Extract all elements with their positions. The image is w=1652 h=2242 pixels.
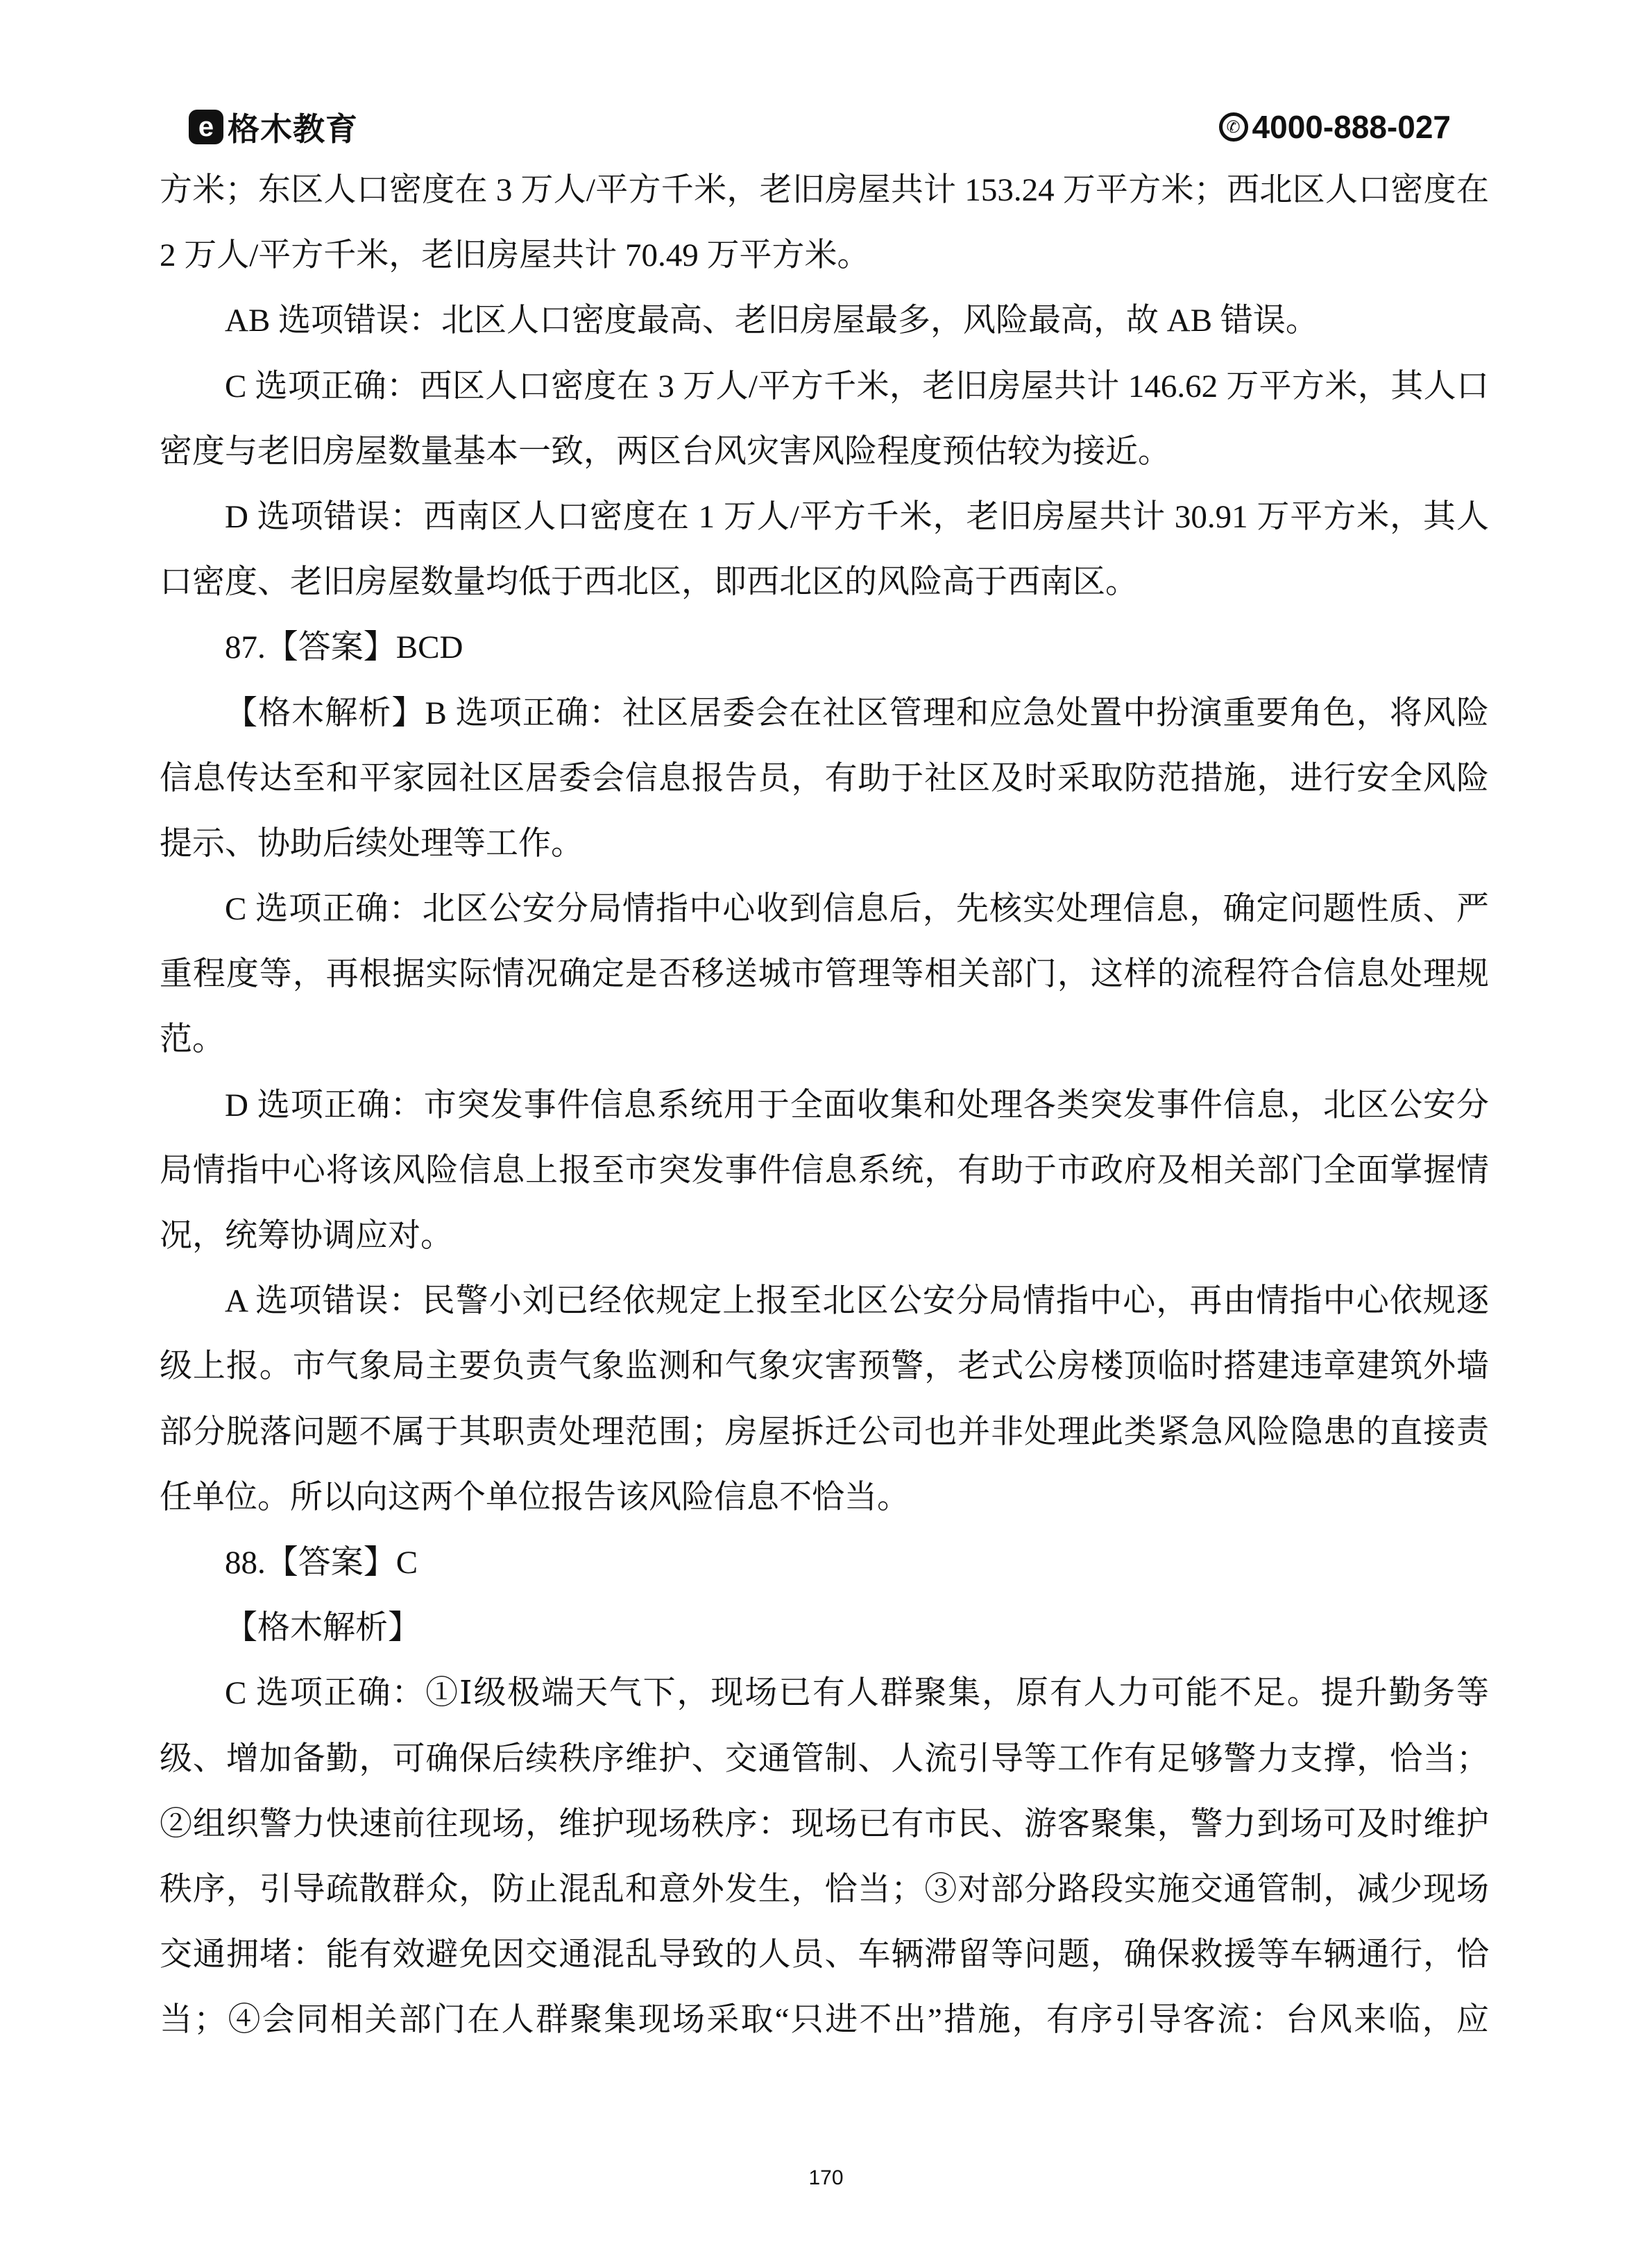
- text-line: 方米；东区人口密度在 3 万人/平方千米，老旧房屋共计 153.24 万平方米；西北区人口密度在: [160, 172, 1489, 208]
- text-line: 况，统筹协调应对。: [160, 1218, 453, 1254]
- text-line: 【格木解析】: [225, 1610, 420, 1647]
- text-line: A 选项错误：民警小刘已经依规定上报至北区公安分局情指中心，再由情指中心依规逐: [225, 1283, 1489, 1320]
- text-line: 87.【答案】BCD: [225, 629, 463, 666]
- phone-icon: ✆: [1219, 112, 1248, 142]
- logo-e-icon: e: [189, 110, 223, 144]
- text-line: 88.【答案】C: [225, 1544, 418, 1581]
- brand-name: 格木教育: [228, 111, 358, 147]
- text-line: 范。: [160, 1021, 225, 1058]
- text-line: D 选项错误：西南区人口密度在 1 万人/平方千米，老旧房屋共计 30.91 万平方米，其人: [225, 498, 1489, 535]
- text-line: 【格木解析】B 选项正确：社区居委会在社区管理和应急处置中扮演重要角色，将风险: [225, 695, 1489, 731]
- page-number: 170: [808, 2166, 844, 2189]
- text-line: 口密度、老旧房屋数量均低于西北区，即西北区的风险高于西南区。: [160, 564, 1138, 601]
- text-line: D 选项正确：市突发事件信息系统用于全面收集和处理各类突发事件信息，北区公安分: [225, 1087, 1489, 1123]
- hotline: [1219, 108, 1451, 146]
- text-line: 提示、协助后续处理等工作。: [160, 825, 584, 862]
- text-line: 级上报。市气象局主要负责气象监测和气象灾害预警，老式公房楼顶临时搭建违章建筑外墙: [160, 1348, 1489, 1385]
- text-line: C 选项正确：西区人口密度在 3 万人/平方千米，老旧房屋共计 146.62 万平方米，其人口: [225, 368, 1489, 405]
- text-line: 级、增加备勤，可确保后续秩序维护、交通管制、人流引导等工作有足够警力支撑，恰当；: [160, 1740, 1489, 1777]
- text-line: C 选项正确：①Ⅰ级极端天气下，现场已有人群聚集，原有人力可能不足。提升勤务等: [225, 1675, 1489, 1712]
- text-line: C 选项正确：北区公安分局情指中心收到信息后，先核实处理信息，确定问题性质、严: [225, 891, 1489, 928]
- page-header: [189, 103, 1451, 151]
- brand-logo: [189, 104, 358, 150]
- text-line: 密度与老旧房屋数量基本一致，两区台风灾害风险程度预估较为接近。: [160, 433, 1170, 470]
- text-line: 任单位。所以向这两个单位报告该风险信息不恰当。: [160, 1479, 910, 1515]
- text-line: 局情指中心将该风险信息上报至市突发事件信息系统，有助于市政府及相关部门全面掌握情: [160, 1152, 1489, 1189]
- text-line: 重程度等，再根据实际情况确定是否移送城市管理等相关部门，这样的流程符合信息处理规: [160, 956, 1489, 993]
- text-line: 交通拥堵：能有效避免因交通混乱导致的人员、车辆滞留等问题，确保救援等车辆通行，恰: [160, 1937, 1489, 1973]
- text-line: 2 万人/平方千米，老旧房屋共计 70.49 万平方米。: [160, 237, 870, 274]
- document-body: [160, 171, 1489, 2066]
- text-line: ②组织警力快速前往现场，维护现场秩序：现场已有市民、游客聚集，警力到场可及时维护: [160, 1806, 1489, 1842]
- hotline-number: 4000-888-027: [1252, 109, 1451, 145]
- text-line: 部分脱落问题不属于其职责处理范围；房屋拆迁公司也并非处理此类紧急风险隐患的直接责: [160, 1413, 1489, 1450]
- text-line: 当；④会同相关部门在人群聚集现场采取“只进不出”措施，有序引导客流：台风来临，应: [160, 2002, 1489, 2039]
- text-line: 秩序，引导疏散群众，防止混乱和意外发生，恰当；③对部分路段实施交通管制，减少现场: [160, 1871, 1489, 1908]
- text-line: AB 选项错误：北区人口密度最高、老旧房屋最多，风险最高，故 AB 错误。: [225, 303, 1318, 339]
- text-line: 信息传达至和平家园社区居委会信息报告员，有助于社区及时采取防范措施，进行安全风险: [160, 760, 1489, 797]
